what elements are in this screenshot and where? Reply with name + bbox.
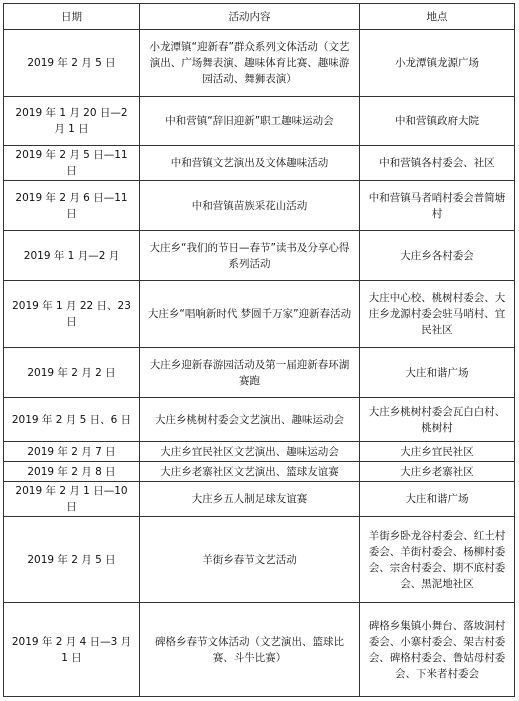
cell-date: 2019 年 2 月 5 日、6 日 (4, 398, 140, 442)
cell-location: 大庄乡各村委会 (360, 231, 515, 281)
cell-location: 羊街乡卧龙谷村委会、红土村委会、羊街村委会、杨柳村委会、宗舍村委会、期不底村委会、黑泥地社区 (360, 517, 515, 603)
cell-date: 2019 年 1 月—2 月 (4, 231, 140, 281)
cell-location: 大庄乡宜民社区 (360, 442, 515, 462)
table-row (4, 281, 515, 348)
table-row (4, 482, 515, 517)
table-row (4, 517, 515, 603)
cell-location: 大庄和谐广场 (360, 348, 515, 398)
cell-location: 大庄乡桃树村委会瓦白白村、桃树村 (360, 398, 515, 442)
cell-date: 2019 年 2 月 8 日 (4, 462, 140, 482)
cell-location: 大庄中心校、桃树村委会、大庄乡龙源村委会驻马哨村、宜民社区 (360, 281, 515, 348)
table-row (4, 231, 515, 281)
cell-activity: 大庄乡“唱响新时代 梦圆千万家”迎新春活动 (140, 281, 360, 348)
cell-date: 2019 年 2 月 2 日 (4, 348, 140, 398)
table-row (4, 97, 515, 146)
table-header-row (4, 4, 515, 30)
cell-date: 2019 年 2 月 5 日 (4, 517, 140, 603)
cell-activity: 大庄乡桃树村委会文艺演出、趣味运动会 (140, 398, 360, 442)
cell-location: 中和营镇马者哨村委会普简塘村 (360, 181, 515, 231)
cell-location: 大庄乡老寨社区 (360, 462, 515, 482)
cell-activity: 大庄乡迎新春游园活动及第一届迎新春环湖赛跑 (140, 348, 360, 398)
table-row (4, 603, 515, 697)
cell-date: 2019 年 2 月 7 日 (4, 442, 140, 462)
activity-schedule-table (3, 3, 515, 697)
table-row (4, 181, 515, 231)
cell-date: 2019 年 2 月 6 日—11 日 (4, 181, 140, 231)
table-row (4, 462, 515, 482)
cell-activity: 大庄乡“我们的节日—春节”读书及分享心得系列活动 (140, 231, 360, 281)
cell-activity: 中和营镇苗族采花山活动 (140, 181, 360, 231)
cell-activity: 大庄乡五人制足球友谊赛 (140, 482, 360, 517)
table-row (4, 442, 515, 462)
cell-activity: 大庄乡宜民社区文艺演出、趣味运动会 (140, 442, 360, 462)
cell-date: 2019 年 2 月 1 日—10 日 (4, 482, 140, 517)
table-row (4, 348, 515, 398)
cell-location: 大庄和谐广场 (360, 482, 515, 517)
cell-date: 2019 年 2 月 5 日 (4, 30, 140, 97)
table-row (4, 398, 515, 442)
cell-date: 2019 年 2 月 5 日—11 日 (4, 146, 140, 181)
cell-date: 2019 年 1 月 22 日、23 日 (4, 281, 140, 348)
table-row (4, 30, 515, 97)
header-activity: 活动内容 (140, 4, 360, 30)
cell-date: 2019 年 2 月 4 日—3 月 1 日 (4, 603, 140, 697)
cell-location: 碑格乡集镇小舞台、落坡洞村委会、小寨村委会、架吉村委会、碑格村委会、鲁姑母村委会、下米者村委会 (360, 603, 515, 697)
cell-location: 中和营镇政府大院 (360, 97, 515, 146)
cell-activity: 小龙潭镇“迎新春”群众系列文体活动（文艺演出、广场舞表演、趣味体育比赛、趣味游园活动、舞狮表演） (140, 30, 360, 97)
cell-activity: 中和营镇“辞旧迎新”职工趣味运动会 (140, 97, 360, 146)
header-date: 日期 (4, 4, 140, 30)
cell-activity: 羊街乡春节文艺活动 (140, 517, 360, 603)
header-location: 地点 (360, 4, 515, 30)
table-row (4, 146, 515, 181)
cell-location: 小龙潭镇龙源广场 (360, 30, 515, 97)
cell-activity: 中和营镇文艺演出及文体趣味活动 (140, 146, 360, 181)
cell-activity: 碑格乡春节文体活动（文艺演出、篮球比赛、斗牛比赛） (140, 603, 360, 697)
cell-location: 中和营镇各村委会、社区 (360, 146, 515, 181)
cell-activity: 大庄乡老寨社区文艺演出、篮球友谊赛 (140, 462, 360, 482)
cell-date: 2019 年 1 月 20 日—2 月 1 日 (4, 97, 140, 146)
